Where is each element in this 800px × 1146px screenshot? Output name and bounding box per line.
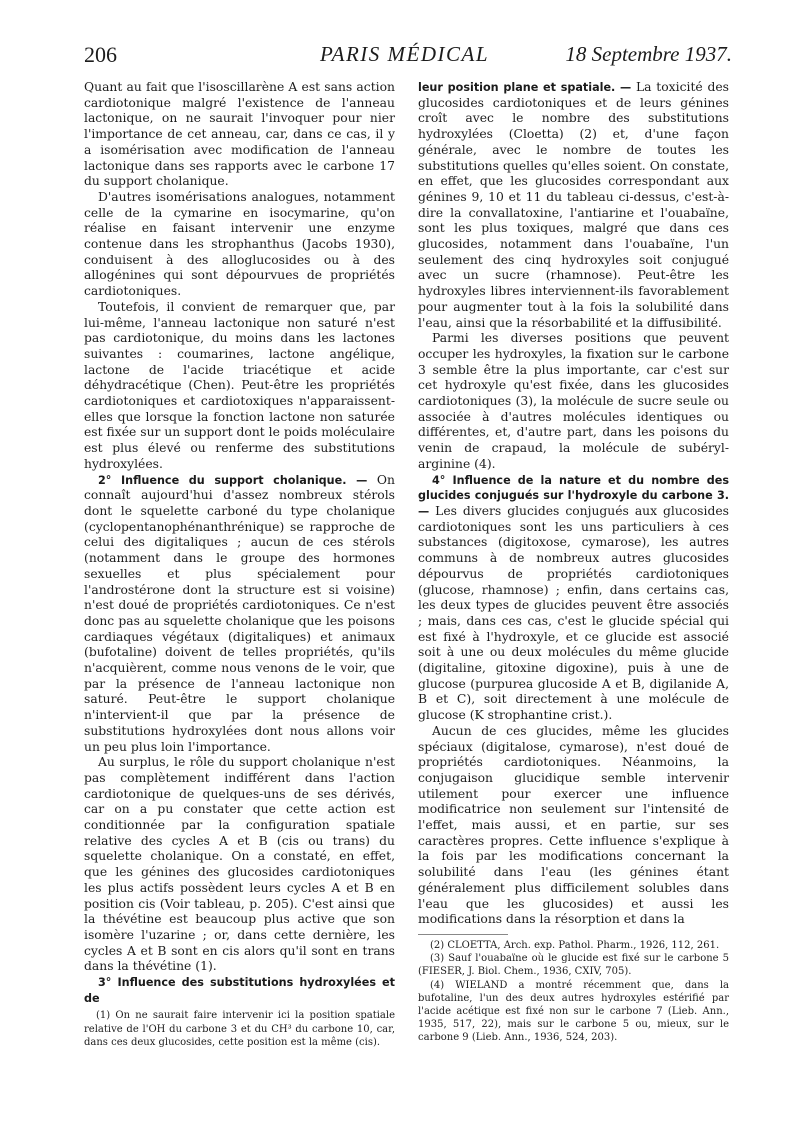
paragraph: Toutefois, il convient de remarquer que, par lui-même, l'anneau lactonique non saturé n'est pas cardiotonique, du moins dans les lactones suivantes : coumarines, lactone angélique, lactone de l'acide triacétique et acide déhydracétique (Chen). Peut-être les propriétés cardiotoniques et cardiotoxiques n'apparaissent-elles que lorsque la fonction lactone non saturée est fixée sur un support dont le poids moléculaire est plus élevé ou renferme des substitutions hydroxylées. (84, 299, 395, 471)
paragraph: Aucun de ces glucides, même les glucides spéciaux (digitalose, cymarose), n'est doué de propriétés cardiotoniques. Néanmoins, la conjugaison glucidique semble intervenir utilement pour exercer une influence modificatrice non seulement sur l'intensité de l'effet, mais aussi, et en partie, sur ses caractères propres. Cette influence s'explique à la fois par les modifications concernant la solubilité dans l'eau (les génines étant généralement plus difficilement solubles dans l'eau que les glucosides) et aussi les modifications dans la résorption et dans la (418, 723, 729, 927)
page-header (84, 42, 732, 72)
footnotes (84, 1009, 395, 1049)
section-heading: leur position plane et spatiale. — (418, 81, 632, 94)
footnote: (2) CLOETTA, Arch. exp. Pathol. Pharm., 1926, 112, 261. (430, 939, 720, 951)
issue-date: 18 Septembre 1937. (565, 42, 732, 66)
footnote: (3) Sauf l'ouabaïne où le glucide est fixé sur le carbone 5 (FIESER, J. Biol. Chem., 1936, CXIV, 705). (418, 953, 729, 978)
paragraph: Au surplus, le rôle du support cholanique n'est pas complètement indifférent dans l'action cardiotonique de quelques-uns de ses dérivés, car on a pu constater que cette action est conditionnée par la configuration spatiale relative des cycles A et B (cis ou trans) du squelette cholanique. On a constaté, en effet, que les génines des glucosides cardiotoniques les plus actifs possèdent leurs cycles A et B en position cis (Voir tableau, p. 205). C'est ainsi que la thévétine est beaucoup plus active que son isomère l'uzarine ; or, dans cette dernière, les cycles A et B sont en cis alors qu'il sont en trans dans la thévétine (1). (84, 755, 395, 974)
right-column (418, 80, 729, 1045)
section-paragraph (418, 473, 729, 724)
journal-title: PARIS MÉDICAL (320, 42, 490, 66)
paragraph-text: Les divers glucides conjugués aux glucosides cardiotoniques sont les uns particuliers à ces substances (digitoxose, cymarose), les autres communs à de nombreux autres glucosides dépourvus de propriétés cardiotoniques (glucose, rhamnose) ; enfin, dans certains cas, les deux types de glucides peuvent être associés ; mais, dans ces cas, c'est le glucide spécial qui est fixé à l'hydroxyle, et ce glucide est associé soit à une ou deux molécules du même glucide (digitaline, gitoxine digoxine), puis à une de glucose (purpurea glucoside A et B, digilanide A, B et C), soit directement à une molécule de glucose (K strophantine crist.). (418, 503, 729, 723)
footnote: (4) WIELAND a montré récemment que, dans la bufotaline, l'un des deux autres hydroxyles estérifié par l'acide acétique est fixé non sur le carbone 7 (Lieb. Ann., 1935, 517, 22), mais sur le carbone 5 ou, mieux, sur le carbone 9 (Lieb. Ann., 1936, 524, 203). (418, 979, 729, 1044)
section-paragraph (418, 80, 729, 331)
section-heading: 2° Influence du support cholanique. — (98, 473, 368, 487)
section-heading: 3° Influence des substitutions hydroxylées et de (84, 976, 395, 1005)
footnotes (418, 939, 729, 1045)
paragraph-text: La toxicité des glucosides cardiotoniques et de leurs génines croît avec le nombre des substitutions hydroxylées (Cloetta) (2) et, d'une façon générale, avec le nombre de toutes les substitutions quelles qu'elles soient. On constate, en effet, que les glucosides correspondant aux génines 9, 10 et 11 du tableau ci-dessus, c'est-à-dire la convallatoxine, l'antiarine et l'ouabaïne, sont les plus toxiques, malgré que dans ces glucosides, notamment dans l'ouabaïne, l'un seulement des cinq hydroxyles soit conjugué avec un sucre (rhamnose). Peut-être les hydroxyles libres interviennent-ils favorablement pour augmenter tout à la fois la solubilité dans l'eau, ainsi que la résorbabilité et la diffusibilité. (418, 80, 730, 330)
section-heading-line (84, 975, 395, 1006)
paragraph: Parmi les diverses positions que peuvent occuper les hydroxyles, la fixation sur le carbone 3 semble être la plus importante, car c'est sur cet hydroxyle qu'est fixée, dans les glucosides cardiotoniques (3), la molécule de sucre seule ou associée à d'autres molécules identiques ou différentes, et, d'autre part, dans les poisons du venin de crapaud, la molécule de subéryl-arginine (4). (418, 331, 729, 471)
paragraph-text: On connaît aujourd'hui d'assez nombreux stérols dont le squelette carboné du type cholanique (cyclopentanophénanthrénique) se rapproche de celui des digitaliques ; aucun de ces stérols (notamment dans le groupe des hormones sexuelles et plus spécialement pour l'androstérone dont la structure est si voisine) n'est doué de propriétés cardiotoniques. Ce n'est donc pas au squelette cholanique que les poisons cardiaques végétaux (digitaliques) et animaux (bufotaline) doivent de telles propriétés, qu'ils n'acquièrent, comme nous venons de le voir, que par la présence de l'anneau lactonique non saturé. Peut-être le support cholanique n'intervient-il que par la présence de substitutions hydroxylées dont nous allons voir un peu plus loin l'importance. (84, 472, 396, 754)
paragraph: Quant au fait que l'isoscillarène A est sans action cardiotonique malgré l'existence de l'anneau lactonique, on ne saurait l'invoquer pour nier l'importance de cet anneau, car, dans ce cas, il y a isomérisation avec modification de l'anneau lactonique dans ses rapports avec le carbone 17 du support cholanique. (84, 80, 395, 189)
section-paragraph (84, 473, 395, 756)
section-heading: 4° Influence de la nature et du nombre des glucides conjugués sur l'hydroxyle du carbone 3. — (418, 473, 729, 518)
footnote-divider (418, 934, 508, 935)
page-number: 206 (84, 42, 117, 67)
footnote: (1) On ne saurait faire intervenir ici la position spatiale relative de l'OH du carbone 3 et du CH³ du carbone 10, car, dans ces deux glucosides, cette position est la même (cis). (84, 1010, 395, 1048)
paragraph: D'autres isomérisations analogues, notamment celle de la cymarine en isocymarine, qu'on réalise en faisant intervenir une enzyme contenue dans les strophanthus (Jacobs 1930), conduisent à des alloglucosides ou à des allogénines qui sont dépourvues de propriétés cardiotoniques. (84, 189, 395, 299)
left-column (84, 80, 395, 1049)
